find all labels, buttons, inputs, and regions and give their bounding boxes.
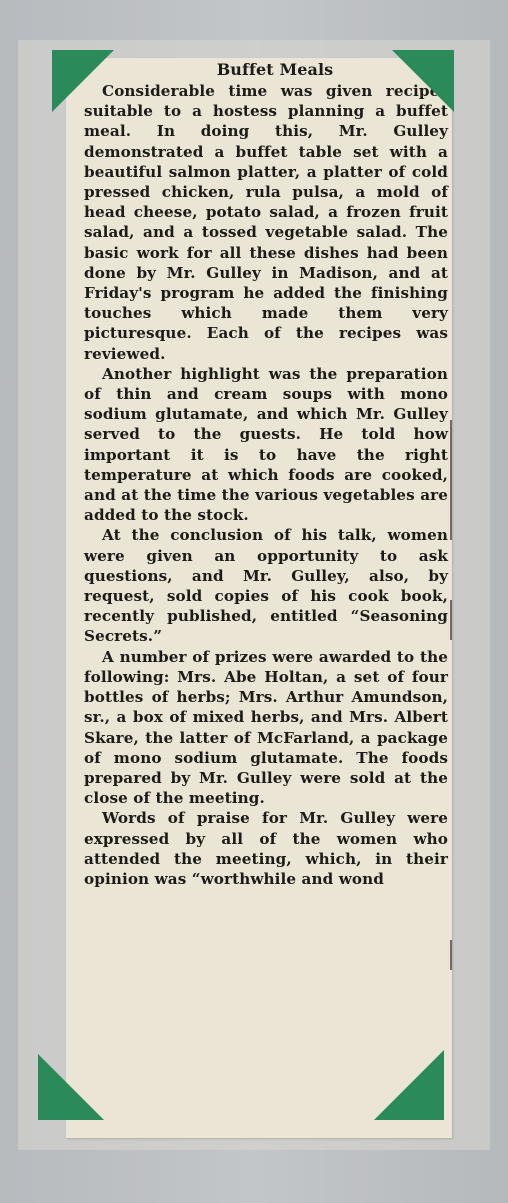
article-paragraph-1: Considerable time was given recipes suitable to a hostess planning a buffet meal. In doing this, Mr. Gulley demonstrated a buffet table set with a beautiful salmon platter, a platter of cold pressed chicken, rula pulsa, a mold of head cheese, potato salad, a frozen fruit salad, and a tossed vegetable salad. The basic work for all these dishes had been done by Mr. Gulley in Madison, and at Friday's program he added the finishing touches which made them very picturesque. Each of the recipes was reviewed. [84, 82, 448, 363]
article-paragraph-3: At the conclusion of his talk, women were given an opportunity to ask questions, and Mr. Gulley, also, by request, sold copies of his cook book, recently published, entitled “Seasoning Secrets.” [84, 526, 448, 646]
photo-corner-top-right [392, 50, 454, 112]
column-rule [450, 420, 452, 540]
article-paragraph-2: Another highlight was the preparation of thin and cream soups with mono sodium glutamate, and which Mr. Gulley served to the guests. He told how important it is to have the right temperature at which foods are cooked, and at the time the various vegetables are added to the stock. [84, 364, 448, 525]
column-rule [450, 940, 452, 970]
article-column [84, 60, 448, 889]
photo-corner-top-left [52, 50, 114, 112]
photo-corner-bottom-left [38, 1054, 104, 1120]
article-paragraph-4: A number of prizes were awarded to the following: Mrs. Abe Holtan, a set of four bottles of herbs; Mrs. Arthur Amundson, sr., a box of mixed herbs, and Mrs. Albert Skare, the latter of McFarland, a package of mono sodium glutamate. The foods prepared by Mr. Gulley were sold at the close of the meeting. [84, 647, 448, 808]
article-headline: Buffet Meals [216, 60, 334, 79]
photo-corner-bottom-right [374, 1050, 444, 1120]
article-paragraph-5: Words of praise for Mr. Gulley were expressed by all of the women who attended the meeting, which, in their opinion was “worthwhile and wond [84, 809, 448, 888]
column-rule [450, 600, 452, 640]
